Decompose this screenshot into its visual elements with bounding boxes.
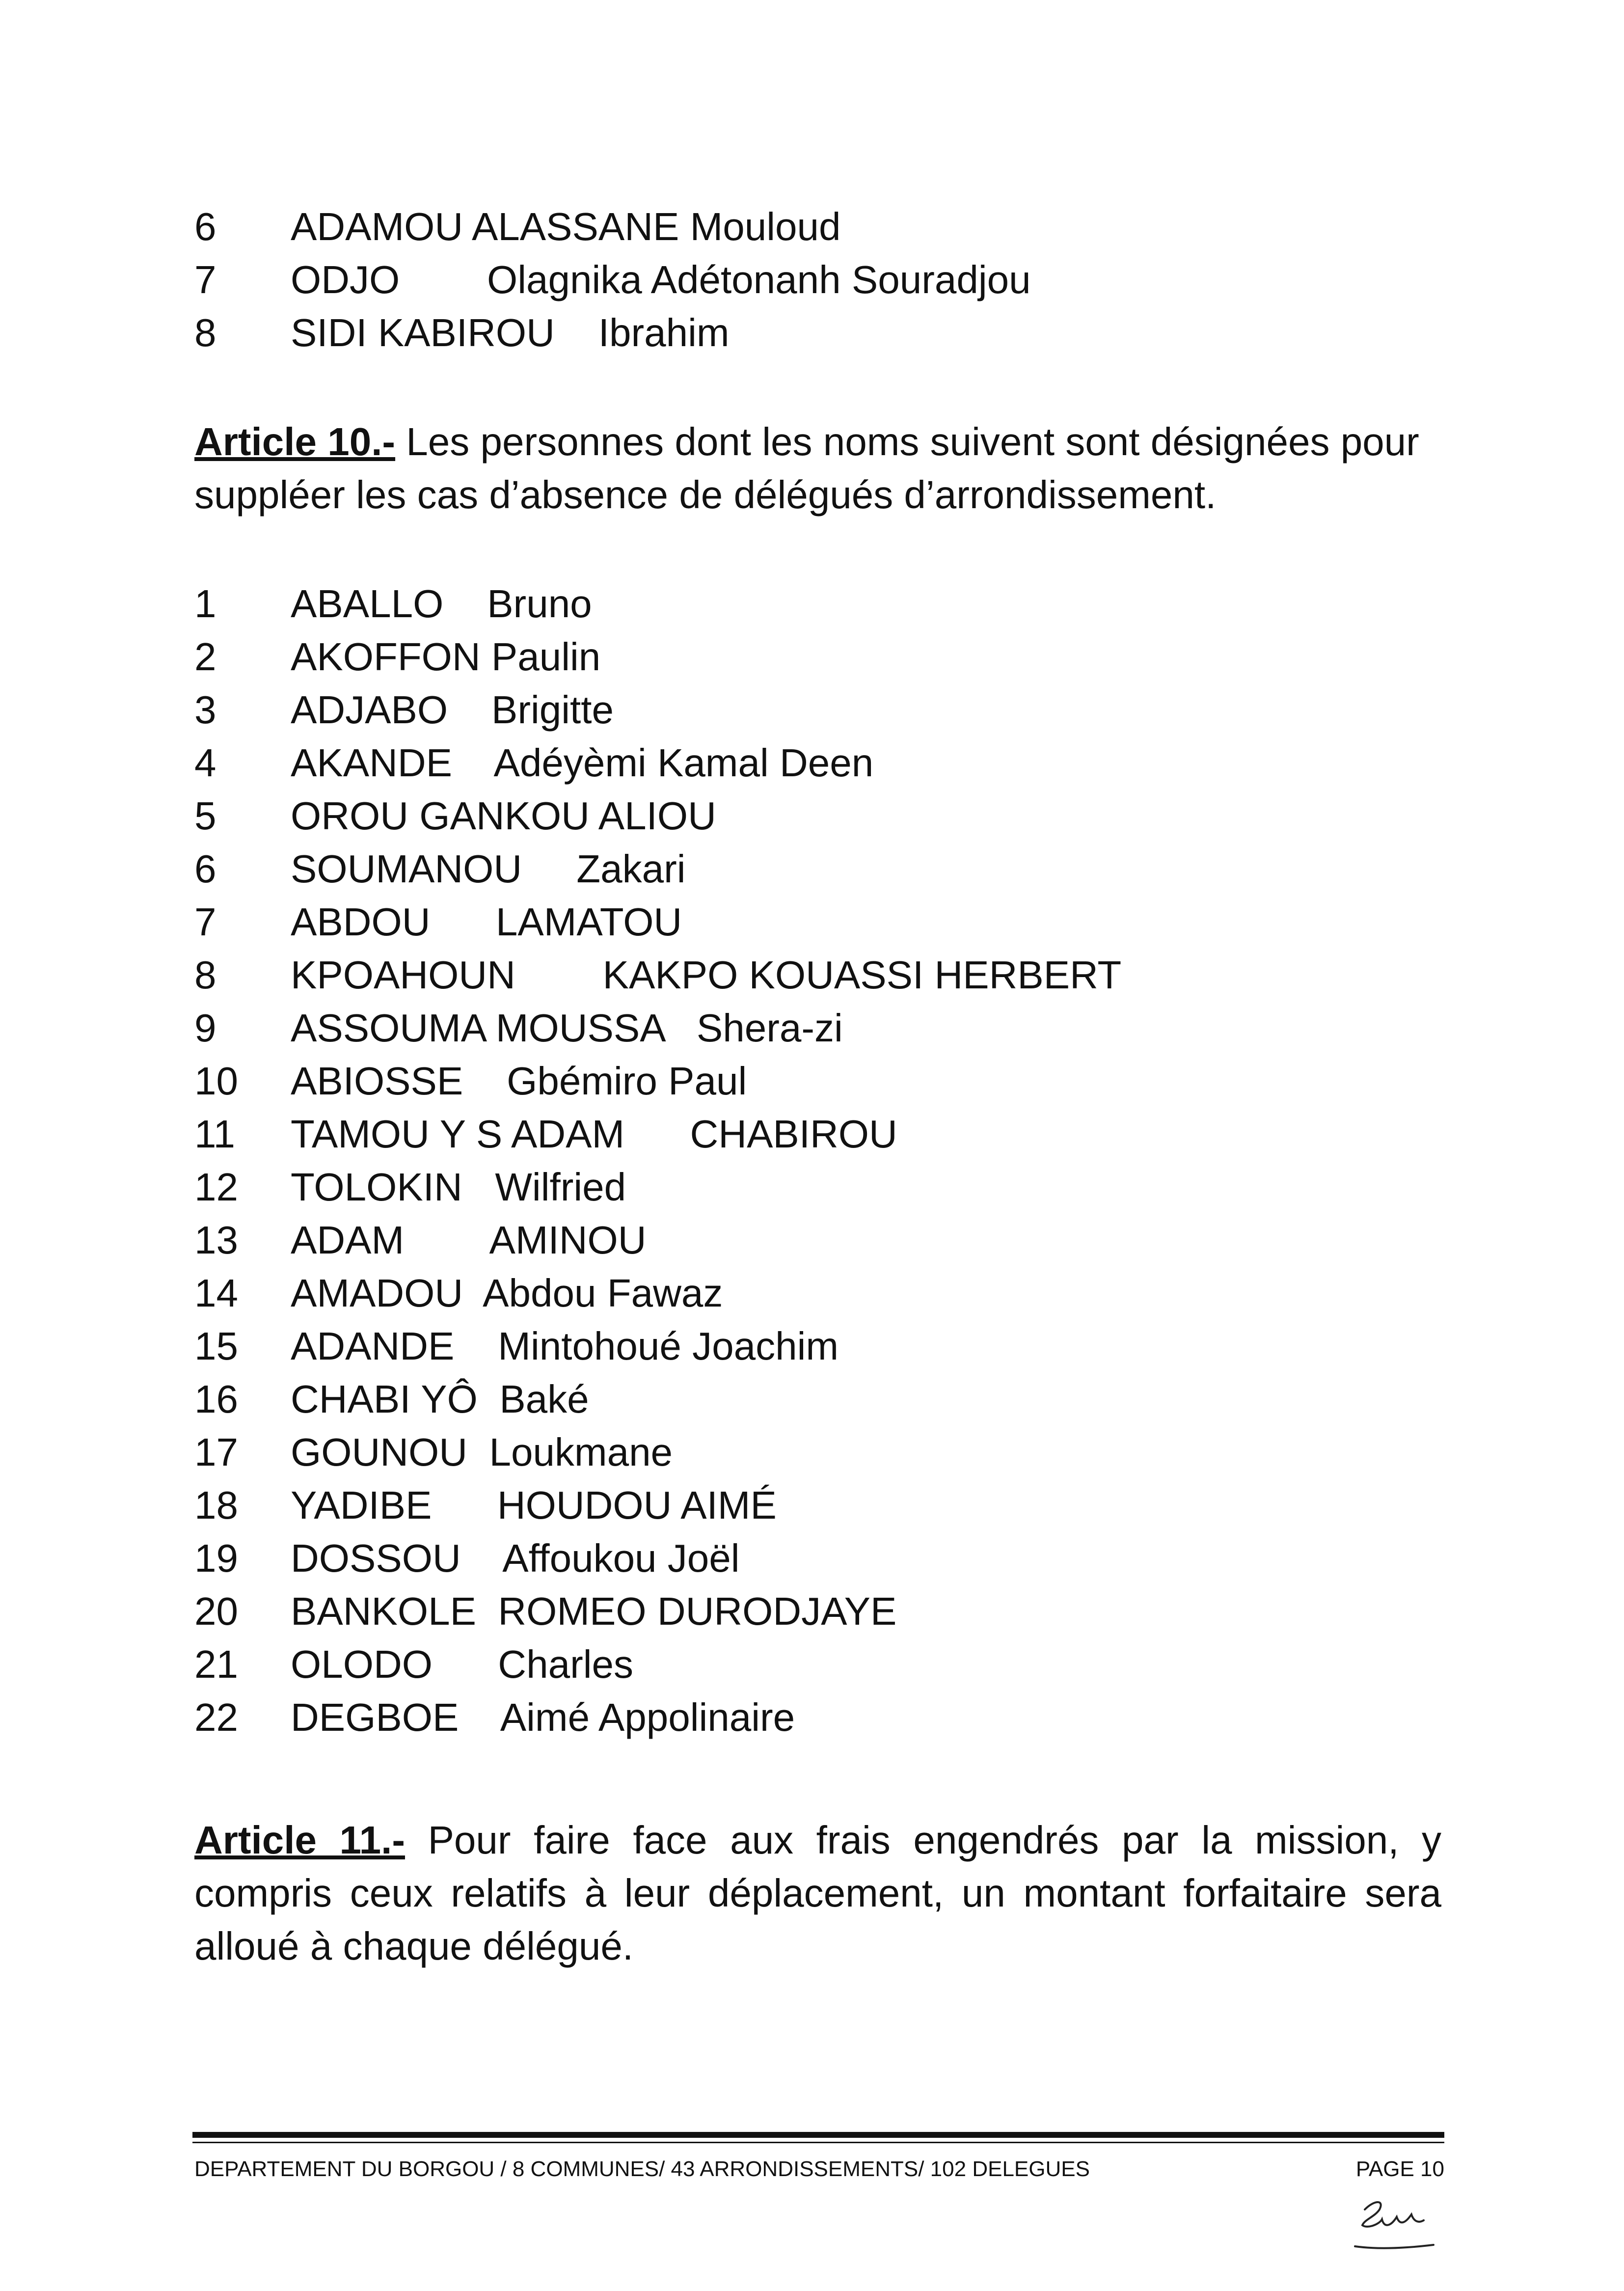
article-10-text: Les personnes dont les noms suivent sont désignées pour suppléer les cas d’absence de délégués d’arrondissement. [194,420,1419,517]
list-item-number: 16 [194,1377,238,1421]
list-item-number: 8 [194,311,217,355]
list-item-number: 4 [194,741,217,785]
signature-mark [1345,2195,1443,2259]
list-item-name: ABIOSSE Gbémiro Paul [291,1059,747,1103]
list-item-number: 9 [194,1006,217,1050]
list-item-name: ABDOU LAMATOU [291,900,682,944]
list-item-name: ADAMOU ALASSANE Mouloud [291,205,841,248]
list-item-number: 20 [194,1589,238,1633]
list-item-number: 11 [194,1112,236,1156]
article-10-label: Article 10.- [194,420,396,464]
list-item-name: TAMOU Y S ADAM CHABIROU [291,1112,897,1156]
list-item-name: OLODO Charles [291,1642,633,1686]
list-item-number: 13 [194,1218,238,1262]
list-item-name: ABALLO Bruno [291,582,592,626]
list-item-name: AKANDE Adéyèmi Kamal Deen [291,741,874,785]
footer-department: DEPARTEMENT DU BORGOU / 8 COMMUNES/ 43 ARRONDISSEMENTS/ 102 DELEGUES [194,2157,1090,2181]
article-11 [194,1814,1441,1973]
list-item-name: CHABI YÔ Baké [291,1377,589,1421]
list-item-number: 18 [194,1483,238,1527]
list-item-number: 6 [194,205,217,248]
list-item-number: 7 [194,900,217,944]
list-item-name: ODJO Olagnika Adétonanh Souradjou [291,258,1031,301]
list-item-name: SIDI KABIROU Ibrahim [291,311,730,355]
list-item-number: 17 [194,1430,238,1474]
list-item-number: 22 [194,1695,238,1739]
list-item-name: BANKOLE ROMEO DURODJAYE [291,1589,897,1633]
list-item-number: 6 [194,847,217,891]
list-item-number: 7 [194,258,217,301]
list-item-number: 3 [194,688,217,732]
list-item-name: AKOFFON Paulin [291,635,601,679]
list-item-number: 21 [194,1642,238,1686]
footer-page-number: PAGE 10 [1355,2157,1444,2181]
list-item-number: 12 [194,1165,238,1209]
article-10 [194,415,1441,521]
list-item-name: ADJABO Brigitte [291,688,614,732]
list-item-number: 1 [194,582,217,626]
list-item-name: YADIBE HOUDOU AIMÉ [291,1483,777,1527]
list-item-number: 5 [194,794,217,838]
list-item-name: KPOAHOUN KAKPO KOUASSI HERBERT [291,953,1122,997]
footer-rule-thin [192,2142,1444,2143]
list-item-number: 2 [194,635,217,679]
list-item-number: 8 [194,953,217,997]
list-item-name: DEGBOE Aimé Appolinaire [291,1695,795,1739]
list-item-name: OROU GANKOU ALIOU [291,794,716,838]
article-11-label: Article 11.- [194,1818,405,1862]
list-item-number: 15 [194,1324,238,1368]
list-item-name: AMADOU Abdou Fawaz [291,1271,723,1315]
list-item-name: ASSOUMA MOUSSA Shera-zi [291,1006,843,1050]
list-item-number: 19 [194,1536,238,1580]
list-item-name: ADANDE Mintohoué Joachim [291,1324,839,1368]
list-item-name: GOUNOU Loukmane [291,1430,673,1474]
list-item-name: DOSSOU Affoukou Joël [291,1536,740,1580]
list-item-number: 10 [194,1059,238,1103]
footer-rule [192,2132,1444,2138]
article-11-text: Pour faire face aux frais engendrés par la mission, y compris ceux relatifs à leur déplacement, un montant forfaitaire sera alloué à chaque délégué. [194,1818,1442,1968]
list-item-name: ADAM AMINOU [291,1218,647,1262]
list-item-number: 14 [194,1271,238,1315]
list-item-name: SOUMANOU Zakari [291,847,686,891]
list-item-name: TOLOKIN Wilfried [291,1165,626,1209]
